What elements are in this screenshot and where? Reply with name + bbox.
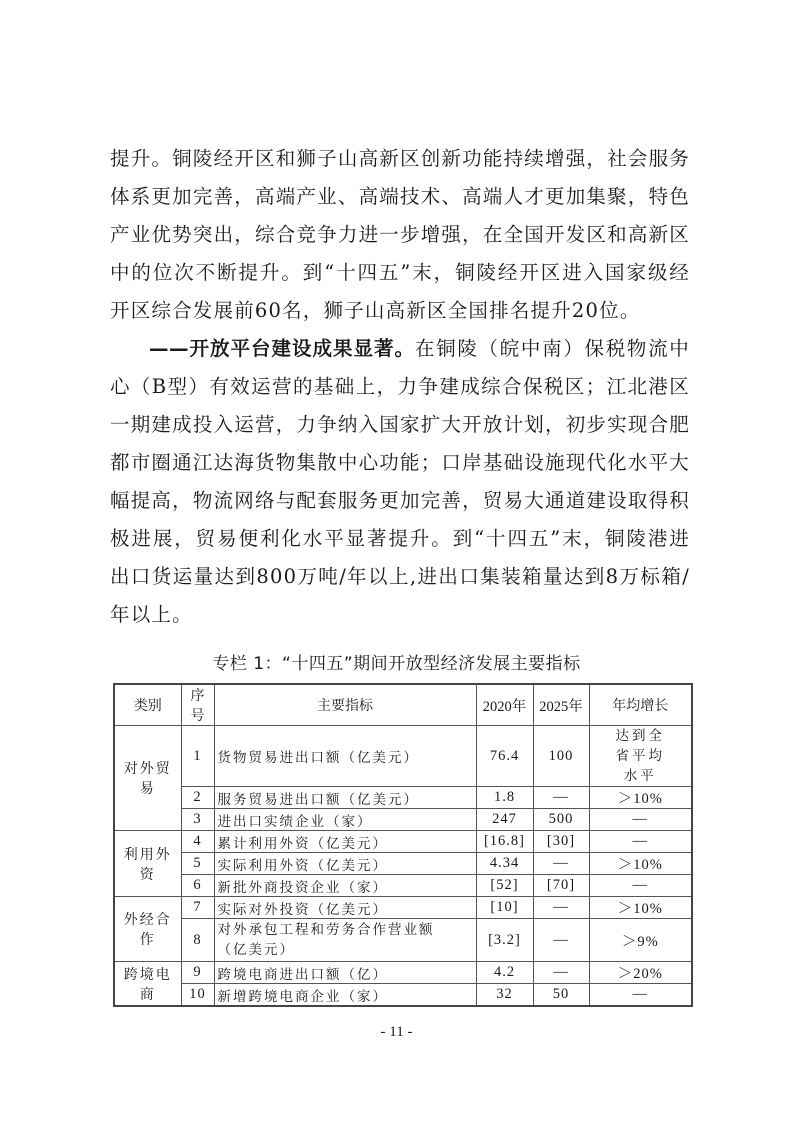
seq-cell: 8 — [181, 919, 214, 962]
table-row — [114, 897, 692, 919]
value-2025-cell: 100 — [533, 726, 589, 787]
paragraph-heading: ——开放平台建设成果显著。 — [149, 337, 415, 360]
value-2020-cell: 32 — [476, 984, 533, 1007]
header-seq: 序号 — [181, 684, 214, 726]
growth-cell: — — [589, 809, 692, 831]
indicator-cell: 跨境电商进出口额（亿） — [214, 962, 476, 984]
indicator-cell: 新增跨境电商企业（家） — [214, 984, 476, 1007]
value-2025-cell: 500 — [533, 809, 589, 831]
seq-cell: 1 — [181, 726, 214, 787]
page-number: - 11 - — [380, 1024, 413, 1040]
header-2020: 2020年 — [476, 684, 533, 726]
growth-cell: ＞10% — [589, 897, 692, 919]
value-2020-cell: 76.4 — [476, 726, 533, 787]
indicator-cell: 实际对外投资（亿美元） — [214, 897, 476, 919]
growth-cell: ＞10% — [589, 787, 692, 809]
paragraph-open-platform — [110, 330, 690, 634]
value-2020-cell: [16.8] — [476, 831, 533, 853]
table-header-row — [114, 684, 692, 726]
value-2025-cell: — — [533, 897, 589, 919]
value-2020-cell: 247 — [476, 809, 533, 831]
table-row — [114, 787, 692, 809]
indicator-text: 对外承包工程和劳务合作营业额（亿美元） — [217, 922, 435, 958]
value-2020-cell: [10] — [476, 897, 533, 919]
table-caption: 专栏 1：“十四五”期间开放型经济发展主要指标 — [212, 654, 581, 674]
growth-cell: ＞9% — [589, 919, 692, 962]
growth-cell: ＞20% — [589, 962, 692, 984]
growth-cell: ＞10% — [589, 853, 692, 875]
indicator-cell: 新批外商投资企业（家） — [214, 875, 476, 897]
value-2020-cell: [52] — [476, 875, 533, 897]
table-row — [114, 809, 692, 831]
header-category: 类别 — [114, 684, 181, 726]
seq-cell: 9 — [181, 962, 214, 984]
value-2025-cell: [70] — [533, 875, 589, 897]
value-2025-cell: — — [533, 962, 589, 984]
indicator-cell: 进出口实绩企业（家） — [214, 809, 476, 831]
value-2020-cell: 4.2 — [476, 962, 533, 984]
table-row — [114, 919, 692, 962]
category-cell: 利用外资 — [114, 831, 181, 897]
indicator-cell: 服务贸易进出口额（亿美元） — [214, 787, 476, 809]
table-row — [114, 962, 692, 984]
table-row — [114, 831, 692, 853]
seq-cell: 5 — [181, 853, 214, 875]
seq-cell: 2 — [181, 787, 214, 809]
paragraph-body: 在铜陵（皖中南）保税物流中心（B型）有效运营的基础上，力争建成综合保税区；江北港区一期建成投入运营，力争纳入国家扩大开放计划，初步实现合肥都市圈通江达海货物集散中心功能；口岸基础设施现代化水平大幅提高，物流网络与配套服务更加完善，贸易大通道建设取得积极进展，贸易便利化水平显著提升。到“十四五”末，铜陵港进出口货运量达到800万吨/年以上,进出口集装箱量达到8万标箱/年以上。 — [110, 337, 690, 626]
table-row — [114, 726, 692, 787]
growth-cell — [589, 726, 692, 787]
value-2020-cell: 4.34 — [476, 853, 533, 875]
category-cell: 对外贸易 — [114, 726, 181, 831]
header-indicator: 主要指标 — [214, 684, 476, 726]
indicator-cell: 实际利用外资（亿美元） — [214, 853, 476, 875]
seq-cell: 3 — [181, 809, 214, 831]
value-2025-cell: [30] — [533, 831, 589, 853]
seq-cell: 7 — [181, 897, 214, 919]
value-2025-cell: — — [533, 787, 589, 809]
seq-cell: 6 — [181, 875, 214, 897]
growth-cell: — — [589, 875, 692, 897]
indicator-cell: 累计利用外资（亿美元） — [214, 831, 476, 853]
indicators-table — [113, 683, 693, 1007]
header-growth: 年均增长 — [589, 684, 692, 726]
paragraph-zones-development: 提升。铜陵经开区和狮子山高新区创新功能持续增强，社会服务体系更加完善，高端产业、高端技术、高端人才更加集聚，特色产业优势突出，综合竞争力进一步增强，在全国开发区和高新区中的位次不断提升。到“十四五”末，铜陵经开区进入国家级经开区综合发展前60名，狮子山高新区全国排名提升20位。 — [110, 147, 690, 322]
value-2025-cell: — — [533, 853, 589, 875]
indicator-cell — [214, 919, 476, 962]
seq-cell: 4 — [181, 831, 214, 853]
value-2020-cell: [3.2] — [476, 919, 533, 962]
header-2025: 2025年 — [533, 684, 589, 726]
table-row — [114, 875, 692, 897]
table-row — [114, 853, 692, 875]
table-row — [114, 984, 692, 1007]
growth-cell: — — [589, 984, 692, 1007]
growth-cell: — — [589, 831, 692, 853]
value-2025-cell: 50 — [533, 984, 589, 1007]
value-2020-cell: 1.8 — [476, 787, 533, 809]
category-cell: 跨境电商 — [114, 962, 181, 1007]
category-cell: 外经合作 — [114, 897, 181, 962]
value-2025-cell: — — [533, 919, 589, 962]
growth-text: 达到全省平均水平 — [615, 728, 665, 784]
indicator-cell: 货物贸易进出口额（亿美元） — [214, 726, 476, 787]
seq-cell: 10 — [181, 984, 214, 1007]
